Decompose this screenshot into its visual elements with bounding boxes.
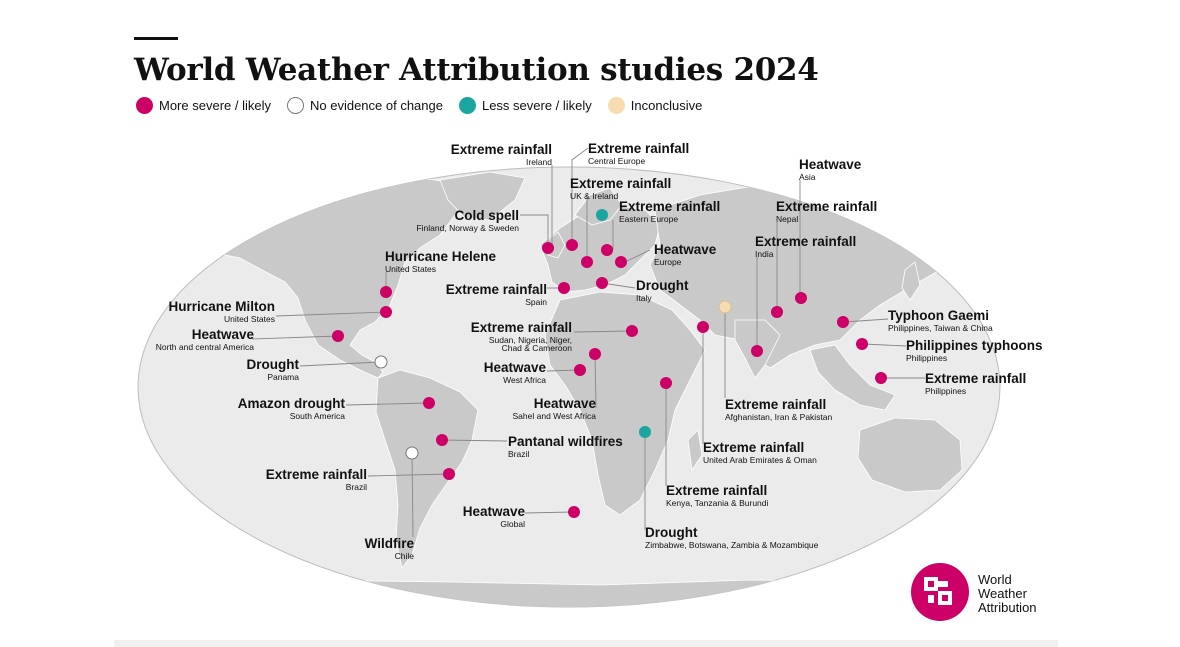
- event-label: Extreme rainfall Philippines: [925, 371, 1027, 396]
- event-label: Extreme rainfall Ireland: [450, 142, 552, 167]
- marker-gaemi: [837, 316, 849, 328]
- marker-chile-wildfire: [406, 447, 418, 459]
- marker-philippines-typhoons: [856, 338, 868, 350]
- marker-philippines-rain: [875, 372, 887, 384]
- page-title: World Weather Attribution studies 2024: [134, 52, 819, 88]
- marker-sahel-heatwave: [589, 348, 601, 360]
- event-label: Amazon drought South America: [237, 396, 345, 421]
- marker-europe-heatwave: [615, 256, 627, 268]
- event-label: Extreme rainfall Eastern Europe: [619, 199, 721, 224]
- legend-label-inconclusive: Inconclusive: [630, 98, 703, 113]
- event-label: Extreme rainfall United Arab Emirates & Oman: [703, 440, 817, 465]
- marker-india-rain: [751, 345, 763, 357]
- marker-nepal-rain: [771, 306, 783, 318]
- event-label: Heatwave Asia: [799, 157, 862, 182]
- wwa-logo-wordmark: World Weather Attribution: [978, 572, 1037, 616]
- event-label: Heatwave Sahel and West Africa: [512, 396, 596, 421]
- marker-ireland-rain: [542, 242, 554, 254]
- event-label: Hurricane Milton United States: [168, 299, 275, 324]
- event-label: Drought Zimbabwe, Botswana, Zambia & Mozambique: [645, 525, 819, 550]
- event-label: Extreme rainfall Brazil: [265, 467, 367, 492]
- event-label: Heatwave Global: [462, 504, 525, 529]
- event-label: Heatwave North and central America: [155, 327, 254, 352]
- marker-sudan-rain: [626, 325, 638, 337]
- bottom-strip: [114, 640, 1058, 647]
- marker-uk-ireland-rain: [581, 256, 593, 268]
- australia: [858, 418, 962, 492]
- marker-amazon-drought: [423, 397, 435, 409]
- event-label: Pantanal wildfires Brazil: [508, 434, 623, 459]
- event-label: Typhoon Gaemi Philippines, Taiwan & China: [888, 308, 993, 333]
- event-label: Extreme rainfall Central Europe: [588, 141, 690, 166]
- legend-label-less: Less severe / likely: [481, 98, 592, 113]
- event-label: Extreme rainfall India: [755, 234, 857, 259]
- event-label: Cold spell Finland, Norway & Sweden: [416, 208, 519, 233]
- marker-eastern-europe-rain: [601, 244, 613, 256]
- antarctica: [150, 580, 1000, 620]
- marker-kenya-rain: [660, 377, 672, 389]
- legend-label-more: More severe / likely: [159, 98, 271, 113]
- marker-brazil-rain: [443, 468, 455, 480]
- marker-zimbabwe-drought: [639, 426, 651, 438]
- marker-uae-rain: [697, 321, 709, 333]
- marker-global-heatwave: [568, 506, 580, 518]
- event-label: Extreme rainfall Kenya, Tanzania & Burundi: [666, 483, 769, 508]
- marker-central-europe-rain: [566, 239, 578, 251]
- marker-cold-spell: [596, 209, 608, 221]
- marker-afghanistan-rain: [719, 301, 731, 313]
- new-zealand: [978, 488, 990, 512]
- event-label: Drought Panama: [246, 357, 299, 382]
- event-label: Extreme rainfall Nepal: [776, 199, 878, 224]
- event-label: Extreme rainfall UK & Ireland: [570, 176, 672, 201]
- marker-helene: [380, 286, 392, 298]
- event-label: Extreme rainfall Spain: [445, 282, 547, 307]
- event-label: Wildfire Chile: [364, 536, 414, 561]
- marker-panama-drought: [375, 356, 387, 368]
- marker-milton: [380, 306, 392, 318]
- marker-asia-heatwave: [795, 292, 807, 304]
- event-label: Philippines typhoons Philippines: [906, 338, 1043, 363]
- marker-na-heatwave: [332, 330, 344, 342]
- event-label: Drought Italy: [636, 278, 689, 303]
- event-label: Extreme rainfall Sudan, Nigeria, Niger, Chad & Cameroon: [470, 320, 572, 353]
- marker-pantanal: [436, 434, 448, 446]
- marker-spain-rain: [558, 282, 570, 294]
- marker-west-africa-heatwave: [574, 364, 586, 376]
- event-label: Extreme rainfall Afghanistan, Iran & Pakistan: [725, 397, 833, 422]
- legend-label-none: No evidence of change: [309, 98, 443, 113]
- marker-italy-drought: [596, 277, 608, 289]
- event-label: Hurricane Helene United States: [385, 249, 497, 274]
- event-label: Heatwave West Africa: [483, 360, 546, 385]
- event-label: Heatwave Europe: [654, 242, 717, 267]
- wwa-logo-icon: [910, 562, 970, 622]
